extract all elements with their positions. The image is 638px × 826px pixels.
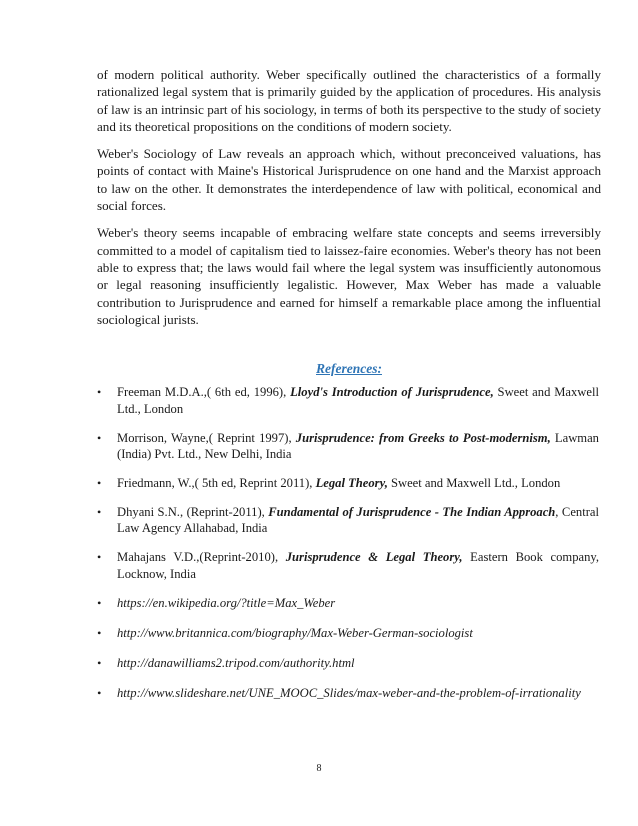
reference-url-item	[95, 685, 599, 701]
bullet-icon: •	[97, 625, 102, 640]
document-page	[97, 66, 601, 714]
page-number: 8	[316, 763, 322, 774]
reference-title: Lloyd's Introduction of Jurisprudence,	[290, 385, 494, 400]
body-paragraph: of modern political authority. Weber specifically outlined the characteristics of a formally rationalized legal system that is primarily guided by the application of procedures. His analysis of law is an intrinsic part of his sociology, in terms of both its perspective to the study of society and its theoretical propositions on the conditions of modern society.	[97, 67, 601, 134]
reference-url: https://en.wikipedia.org/?title=Max_Weber	[117, 595, 336, 610]
reference-publisher: Eastern Book company, Locknow, India	[117, 550, 600, 581]
reference-author: Friedmann, W.,( 5th ed, Reprint 2011),	[117, 475, 316, 490]
bullet-icon: •	[97, 504, 102, 519]
reference-publisher: Lawman (India) Pvt. Ltd., New Delhi, India	[117, 430, 599, 461]
reference-title: Jurisprudence & Legal Theory,	[285, 550, 463, 565]
reference-author: Morrison, Wayne,( Reprint 1997),	[117, 430, 296, 445]
reference-publisher: Sweet and Maxwell Ltd., London	[117, 385, 599, 416]
reference-url-item	[95, 625, 599, 641]
reference-author: Mahajans V.D.,(Reprint-2010),	[117, 550, 286, 565]
reference-title: Fundamental of Jurisprudence - The Indian Approach	[268, 504, 556, 519]
reference-item	[95, 504, 599, 537]
references-list	[95, 384, 599, 701]
reference-item	[95, 549, 599, 582]
bullet-icon: •	[97, 475, 102, 490]
reference-title: Legal Theory,	[315, 475, 388, 490]
bullet-icon: •	[97, 430, 102, 445]
reference-item	[95, 475, 599, 491]
bullet-icon: •	[97, 385, 102, 400]
reference-publisher: Sweet and Maxwell Ltd., London	[387, 475, 561, 490]
references-heading: References:	[316, 361, 382, 377]
reference-url-item	[95, 595, 599, 611]
reference-title: Jurisprudence: from Greeks to Post-modernism,	[295, 430, 551, 445]
bullet-icon: •	[97, 655, 102, 670]
reference-item	[95, 384, 599, 417]
reference-url: http://www.slideshare.net/UNE_MOOC_Slides/max-weber-and-the-problem-of-irrationality	[117, 685, 581, 700]
reference-item	[95, 430, 599, 463]
reference-url: http://danawilliams2.tripod.com/authority.html	[117, 655, 355, 670]
reference-url: http://www.britannica.com/biography/Max-Weber-German-sociologist	[117, 625, 473, 640]
reference-url-item	[95, 655, 599, 671]
body-paragraph: Weber's theory seems incapable of embracing welfare state concepts and seems irreversibly committed to a model of capitalism tied to laissez-faire economies. Weber's theory has not been able to express that; the laws would fail where the legal system was insufficiently autonomous or legal reasoning insufficiently legalistic. However, Max Weber has made a valuable contribution to Jurisprudence and earned for himself a remarkable place among the influential sociological jurists.	[97, 225, 601, 327]
bullet-icon: •	[97, 685, 102, 700]
reference-publisher: , Central Law Agency Allahabad, India	[117, 504, 599, 536]
reference-author: Freeman M.D.A.,( 6th ed, 1996),	[117, 385, 291, 400]
bullet-icon: •	[97, 550, 102, 565]
reference-author: Dhyani S.N., (Reprint-2011),	[117, 504, 269, 519]
body-paragraph: Weber's Sociology of Law reveals an approach which, without preconceived valuations, has points of contact with Maine's Historical Jurisprudence on one hand and the Marxist approach to law on the other. It demonstrates the interdependence of law with political, economical and social forces.	[97, 146, 601, 214]
bullet-icon: •	[97, 595, 102, 610]
